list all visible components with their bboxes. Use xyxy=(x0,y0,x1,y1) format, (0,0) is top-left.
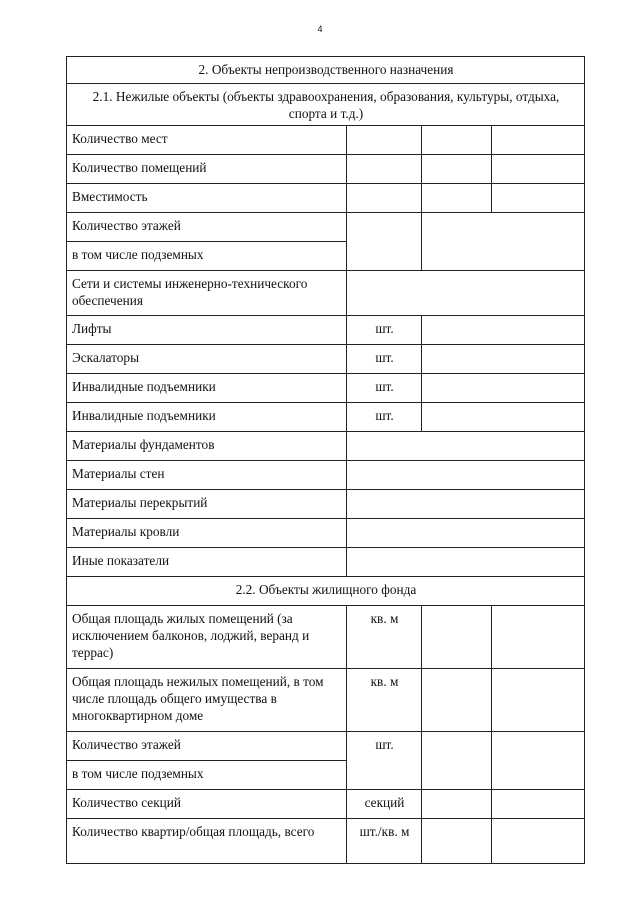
row-nonliving-area-label: Общая площадь нежилых помещений, в том числе площадь общего имущества в многоквартирном доме xyxy=(67,669,347,732)
cell-floors-value[interactable] xyxy=(422,213,585,271)
cell-escalators-value[interactable] xyxy=(422,345,585,374)
row-living-area-label: Общая площадь жилых помещений (за исключением балконов, лоджий, веранд и террас) xyxy=(67,606,347,669)
row-walls-label: Материалы стен xyxy=(67,461,347,490)
row-roof-label: Материалы кровли xyxy=(67,519,347,548)
cell-other-value[interactable] xyxy=(347,548,585,577)
row-lifts-label: Лифты xyxy=(67,316,347,345)
row-apartments-label: Количество квартир/общая площадь, всего xyxy=(67,819,347,864)
row-foundation-label: Материалы фундаментов xyxy=(67,432,347,461)
cell-walls-value[interactable] xyxy=(347,461,585,490)
row-sections-unit: секций xyxy=(347,790,422,819)
cell-housing-floors-value-1[interactable] xyxy=(422,732,492,790)
cell-nonliving-area-value-2[interactable] xyxy=(492,669,585,732)
row-nonliving-area-unit: кв. м xyxy=(347,669,422,732)
cell-sections-value-1[interactable] xyxy=(422,790,492,819)
row-escalators-unit: шт. xyxy=(347,345,422,374)
cell-apartments-value-1[interactable] xyxy=(422,819,492,864)
cell-places-unit[interactable] xyxy=(347,126,422,155)
cell-floors-material-value[interactable] xyxy=(347,490,585,519)
page-number: 4 xyxy=(317,24,323,34)
cell-places-value-1[interactable] xyxy=(422,126,492,155)
row-disabled-lifts-2-unit: шт. xyxy=(347,403,422,432)
row-living-area-unit: кв. м xyxy=(347,606,422,669)
row-housing-floors-label: Количество этажей xyxy=(67,732,347,761)
section-2-1-title: 2.1. Нежилые объекты (объекты здравоохранения, образования, культуры, отдыха, спорта и т.д.) xyxy=(67,84,585,126)
cell-living-area-value-2[interactable] xyxy=(492,606,585,669)
row-sections-label: Количество секций xyxy=(67,790,347,819)
cell-foundation-value[interactable] xyxy=(347,432,585,461)
cell-rooms-value-2[interactable] xyxy=(492,155,585,184)
cell-lifts-value[interactable] xyxy=(422,316,585,345)
cell-housing-floors-value-2[interactable] xyxy=(492,732,585,790)
cell-rooms-unit[interactable] xyxy=(347,155,422,184)
cell-nonliving-area-value-1[interactable] xyxy=(422,669,492,732)
cell-capacity-unit[interactable] xyxy=(347,184,422,213)
cell-sections-value-2[interactable] xyxy=(492,790,585,819)
row-capacity-label: Вместимость xyxy=(67,184,347,213)
cell-roof-value[interactable] xyxy=(347,519,585,548)
row-floors-material-label: Материалы перекрытий xyxy=(67,490,347,519)
cell-engineering-value[interactable] xyxy=(347,271,585,316)
cell-disabled-lifts-1-value[interactable] xyxy=(422,374,585,403)
row-other-label: Иные показатели xyxy=(67,548,347,577)
row-underground-label: в том числе подземных xyxy=(67,242,347,271)
row-disabled-lifts-1-label: Инвалидные подъемники xyxy=(67,374,347,403)
cell-capacity-value-2[interactable] xyxy=(492,184,585,213)
row-disabled-lifts-1-unit: шт. xyxy=(347,374,422,403)
cell-places-value-2[interactable] xyxy=(492,126,585,155)
cell-capacity-value-1[interactable] xyxy=(422,184,492,213)
row-housing-floors-unit: шт. xyxy=(347,732,422,790)
cell-floors-unit[interactable] xyxy=(347,213,422,271)
row-places-label: Количество мест xyxy=(67,126,347,155)
row-floors-label: Количество этажей xyxy=(67,213,347,242)
section-2-2-title: 2.2. Объекты жилищного фонда xyxy=(67,577,585,606)
cell-rooms-value-1[interactable] xyxy=(422,155,492,184)
row-engineering-label: Сети и системы инженерно-технического обеспечения xyxy=(67,271,347,316)
row-disabled-lifts-2-label: Инвалидные подъемники xyxy=(67,403,347,432)
cell-living-area-value-1[interactable] xyxy=(422,606,492,669)
row-escalators-label: Эскалаторы xyxy=(67,345,347,374)
row-rooms-label: Количество помещений xyxy=(67,155,347,184)
cell-disabled-lifts-2-value[interactable] xyxy=(422,403,585,432)
row-apartments-unit: шт./кв. м xyxy=(347,819,422,864)
row-housing-underground-label: в том числе подземных xyxy=(67,761,347,790)
row-lifts-unit: шт. xyxy=(347,316,422,345)
cell-apartments-value-2[interactable] xyxy=(492,819,585,864)
non-production-objects-table xyxy=(66,56,585,864)
section-2-title: 2. Объекты непроизводственного назначения xyxy=(67,57,585,84)
